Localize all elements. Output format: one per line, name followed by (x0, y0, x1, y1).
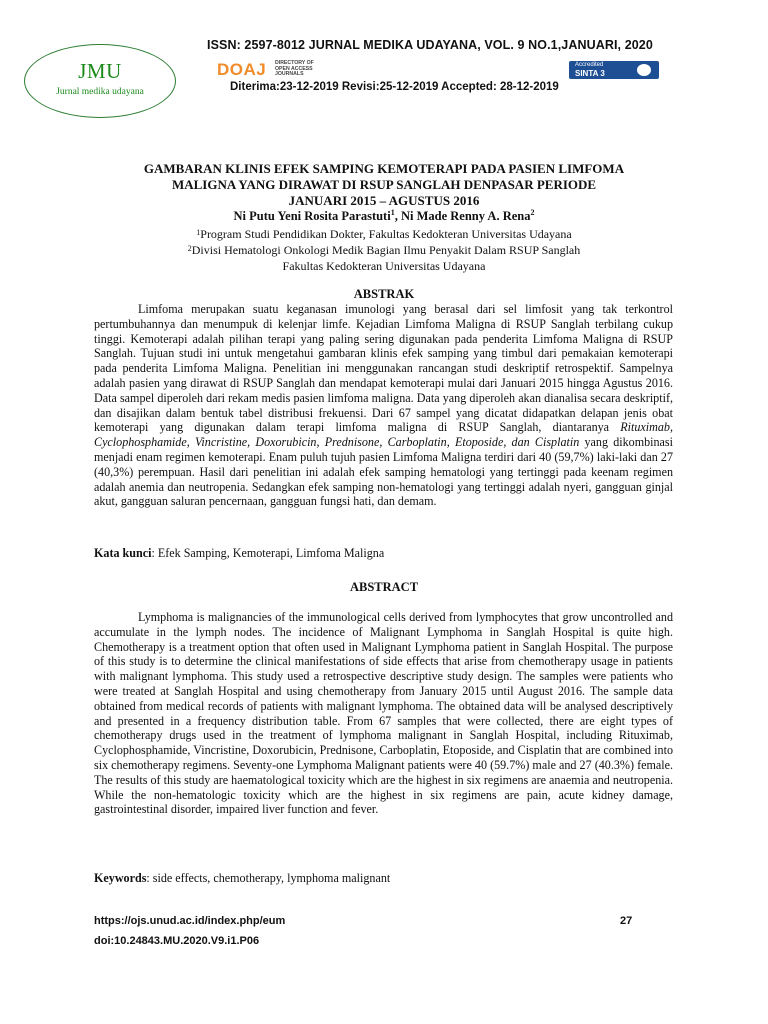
doaj-wordmark: DOAJ (217, 60, 267, 79)
sinta-rank-label: SINTA 3 (575, 69, 605, 78)
affiliation-line: Fakultas Kedokteran Universitas Udayana (282, 259, 486, 273)
logo-subtitle: Jurnal medika udayana (56, 87, 144, 97)
affil-mark: 1 (196, 228, 201, 237)
keywords-label: Kata kunci (94, 546, 152, 560)
keywords-label: Keywords (94, 871, 147, 885)
abstract-body (94, 610, 673, 817)
sinta-accredited-label: Accredited (575, 62, 604, 68)
journal-url-link[interactable]: https://ojs.unud.ac.id/index.php/eum (94, 915, 286, 927)
issn-line: ISSN: 2597-8012 JURNAL MEDIKA UDAYANA, VOL. 9 NO.1,JANUARI, 2020 (207, 38, 653, 52)
journal-logo (24, 44, 176, 118)
abstrak-text: yang dikombinasi menjadi enam regimen kemoterapi. Enam puluh tujuh pasien Limfoma Maligna terdiri dari 40 (59,7%) laki-laki dan 27 (40,3%) perempuan. Hasil dari penelitian ini adalah efek samping hematologi yang tertinggi pada keenam regimen adalah anemia dan neutropenia. Sedangkan efek samping non-hematologi yang tertinggi adalah nyeri, gangguan ginjal akut, gangguan saluran pencernaan, gangguan fungsi hati, dan demam. (94, 435, 673, 509)
logo-title: JMU (78, 59, 122, 83)
sinta-badge (569, 61, 659, 79)
title-line: MALIGNA YANG DIRAWAT DI RSUP SANGLAH DENPASAR PERIODE (171, 177, 597, 192)
author-affil-mark: 1 (390, 208, 395, 217)
author-name: Ni Putu Yeni Rosita Parastuti (233, 209, 391, 223)
article-title (80, 161, 688, 209)
keywords-text: : side effects, chemotherapy, lymphoma malignant (146, 871, 391, 885)
abstrak-text: Limfoma merupakan suatu keganasan imunologi yang berasal dari sel limfosit yang tak terkontrol pertumbuhannya dan menumpuk di kelenjar limfe. Kejadian Limfoma Maligna di RSUP Sanglah terbilang cukup tinggi. Kemoterapi adalah pilihan terapi yang paling sering digunakan pada penderita Limfoma Maligna di RSUP Sanglah. Tujuan studi ini untuk mengetahui gambaran klinis efek samping yang timbul dari pemakaian kemoterapi pada penderita Limfoma Maligna. Penelitian ini menggunakan rancangan studi deskriptif retrospektif. Sampelnya adalah pasien yang dirawat di RSUP Sanglah dan mendapat kemoterapi mulai dari Januari 2015 hingga Agustus 2016. Data sampel diperoleh dari rekam medis pasien limfoma maligna. Data yang diperoleh akan dianalisa secara deskriptif, dan disajikan dalam bentuk tabel distribusi frekuensi. Dari 67 sampel yang dicatat didapatkan delapan jenis obat kemoterapi yang digunakan dalam terapi limfoma maligna di RSUP Sanglah, diantaranya (94, 302, 673, 435)
abstrak-heading: ABSTRAK (353, 287, 415, 301)
abstrak-keywords (94, 546, 673, 561)
abstrak-drug-list: Rituximab, Cyclophosphamide, Vincristine, Doxorubicin, Prednisone, Carboplatin, Etoposide, dan Cisplatin (94, 420, 673, 450)
doi-link[interactable]: doi:10.24843.MU.2020.V9.i1.P06 (94, 935, 260, 947)
author-affil-mark: 2 (530, 208, 535, 217)
sinta-globe-icon (637, 64, 651, 76)
author-separator: , (394, 209, 401, 223)
submission-dates: Diterima:23-12-2019 Revisi:25-12-2019 Accepted: 28-12-2019 (230, 81, 559, 93)
abstract-heading: ABSTRACT (349, 580, 419, 594)
page-number: 27 (620, 915, 633, 927)
keywords-text: : Efek Samping, Kemoterapi, Limfoma Maligna (151, 546, 385, 560)
title-line: GAMBARAN KLINIS EFEK SAMPING KEMOTERAPI PADA PASIEN LIMFOMA (143, 161, 625, 176)
abstract-keywords (94, 871, 673, 886)
affiliation-text: Divisi Hematologi Onkologi Medik Bagian Ilmu Penyakit Dalam RSUP Sanglah (191, 243, 581, 257)
affiliation-text: Program Studi Pendidikan Dokter, Fakultas Kedokteran Universitas Udayana (200, 227, 572, 241)
affiliation-line (80, 242, 688, 258)
affiliation-line (80, 226, 688, 242)
abstract-paragraph: Lymphoma is malignancies of the immunological cells derived from lymphocytes that grow uncontrolled and accumulate in the lymph nodes. The incidence of Malignant Lymphoma in Sanglah Hospital is quite high. Chemotherapy is a treatment option that often used in Malignant Lymphoma patient in Sanglah Hospital. The purpose of this study is to determine the clinical manifestations of side effects that arise from chemotherapy usage in patients with malignant lymphoma. This study used a retrospective descriptive study design. The samples were patients who were treated at Sanglah Hospital and using chemotherapy from January 2015 until August 2016. The sample data obtained from medical records of patients with malignant lymphoma. The obtained data will be analysed descriptively and presented in a frequency distribution table. From 67 samples that were collected, there are eight types of chemotherapy drugs used in the treatment of lymphoma malignant in Sanglah Hospital, including Rituximab, Cyclophosphamide, Vincristine, Doxorubicin, Prednisone, Carboplatin, Etoposide, and Cisplatin that are combined into six chemotherapy regimens. Seventy-one Lymphoma Malignant patients were 40 (59.7%) male and 27 (40.3%) female. The results of this study are haematological toxicity which are the highest in six regimens are anaemia and neutropenia. While the non-hematologic toxicity which are the highest in six regimens are pain, acute kidney damage, gastrointestinal disorder, impaired liver function and fever. (94, 610, 673, 817)
title-line: JANUARI 2015 – AGUSTUS 2016 (288, 193, 480, 208)
affiliations (80, 226, 688, 274)
doaj-caption: DIRECTORY OF OPEN ACCESS JOURNALS (275, 60, 314, 78)
author-name: Ni Made Renny A. Rena (400, 209, 531, 223)
author-list (80, 209, 688, 224)
abstrak-body (94, 302, 673, 509)
abstrak-paragraph (94, 302, 673, 509)
affil-mark: 2 (187, 244, 192, 253)
